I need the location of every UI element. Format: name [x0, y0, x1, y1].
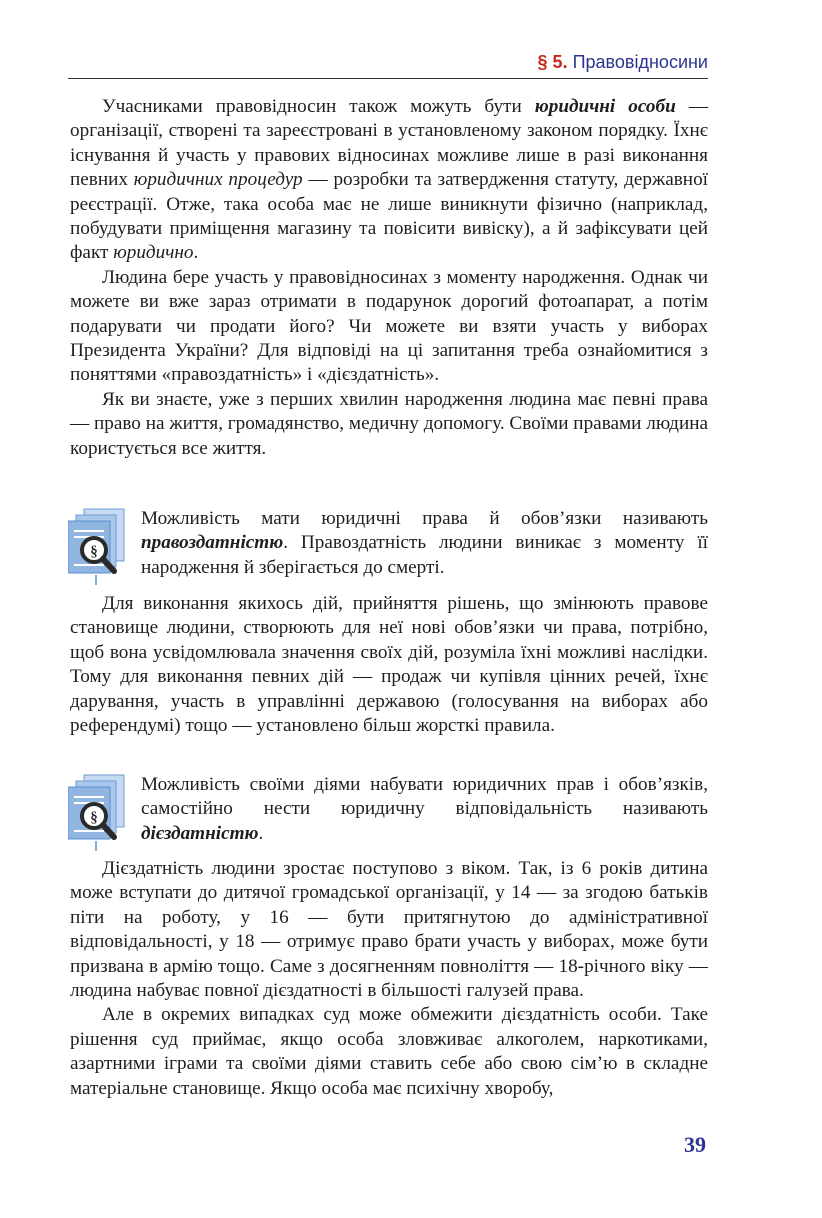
definition-active-capacity	[68, 773, 708, 846]
definition-text: Можливість мати юридичні права й обов’язки називають правоздатністю. Правоздатність людини виникає з моменту її народження й зберігається до смерті.	[141, 508, 708, 578]
definition-legal-capacity	[68, 507, 708, 580]
body-text-block-1	[70, 95, 708, 461]
definition-text: Можливість своїми діями набувати юридичних прав і обов’язків, самостійно нести юридичну відповідальність називають дієздатністю.	[141, 774, 708, 844]
law-document-magnifier-icon	[68, 507, 134, 587]
term-legal-entities: юридичні особи	[534, 96, 676, 117]
paragraph-participation-from-birth: Людина бере участь у правовідносинах з моменту народження. Однак чи можете ви вже зараз отримати в подарунок дорогий фотоапарат, а потім подарувати чи продати його? Чи можете ви взяти участь у виборах Президента України? Для відповіді на ці запитання треба ознайомитися з поняттями «правоздатність» і «дієздатність».	[70, 266, 708, 386]
section-title: Правовідносини	[572, 52, 708, 72]
running-header	[68, 50, 708, 79]
paragraph-stricter-rules: Для виконання якихось дій, прийняття рішень, що змінюють правове становище людини, створюють для неї нові обов’язки чи права, потрібно, щоб вона усвідомлювала значення своїх дій, розуміла їхні можливі наслідки. Тому для виконання певних дій — продаж чи купівля цінних речей, їхнє дарування, участь в управлінні державою (голосування на виборах або референдумі) тощо — установлено більш жорсткі правила.	[70, 593, 708, 737]
paragraph-rights-from-birth: Як ви знаєте, уже з перших хвилин народження людина має певні права — право на життя, громадянство, медичну допомогу. Своїми правами людина користується все життя.	[70, 388, 708, 459]
svg-text:§: §	[90, 544, 98, 560]
svg-text:§: §	[90, 810, 98, 826]
term-legal-procedures: юридичних процедур	[133, 169, 303, 191]
term-active-capacity: дієздатністю	[141, 822, 259, 844]
section-number: § 5.	[537, 52, 568, 72]
term-legally: юридично	[113, 242, 194, 264]
term-legal-capacity: правоздатністю	[141, 532, 284, 554]
page-number: 39	[684, 1132, 706, 1157]
paragraph-capacity-grows-with-age: Дієздатність людини зростає поступово з віком. Так, із 6 років дитина може вступати до дитячої громадської організації, у 14 — за згодою батьків піти на роботу, у 16 — бути притягнутою до адміністративної відповідальності, у 18 — отримує право брати участь у виборах, може бути призвана в армію тощо. Саме з досягненням повноліття — 18-річного віку — людина набуває повної дієздатності в більшості галузей права.	[70, 858, 708, 1002]
paragraph-court-limitation: Але в окремих випадках суд може обмежити дієздатність особи. Таке рішення суд приймає, якщо особа зловживає алкоголем, наркотиками, азартними іграми та своїми діями ставить себе або свою сім’ю в складне матеріальне становище. Якщо особа має психічну хворобу,	[70, 1004, 708, 1099]
law-document-magnifier-icon	[68, 773, 134, 853]
body-text-block-2	[70, 592, 708, 738]
body-text-block-3	[70, 857, 708, 1101]
paragraph-legal-entities: Учасниками правовідносин також можуть бути юридичні особи — організації, створені та зареєстровані в установленому законом порядку. Їхнє існування й участь у правових відносинах можливе лише в разі виконання певних юридичних процедур — розробки та затвердження статуту, державної реєстрації. Отже, така особа має не лише виникнути фізично (наприклад, побудувати приміщення магазину та повісити вивіску), а й зафіксувати цей факт юридично.	[70, 96, 708, 264]
